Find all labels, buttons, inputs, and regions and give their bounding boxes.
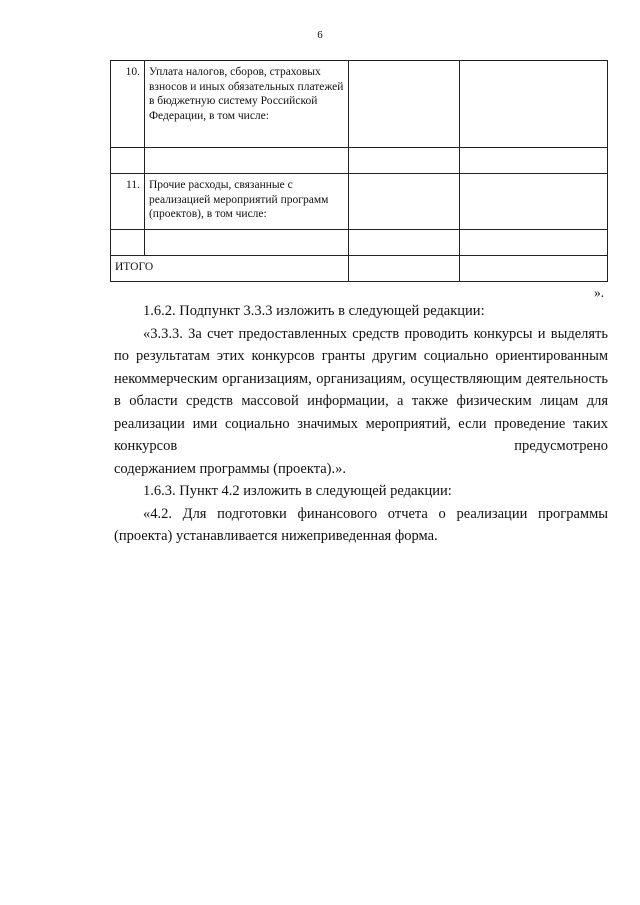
table-cell [348, 230, 460, 256]
row-name: Уплата налогов, сборов, страховых взносов и иных обязательных платежей в бюджетную систему Российской Федерации, в том числе: [144, 61, 348, 148]
body-text [114, 300, 608, 548]
row-name: Прочие расходы, связанные с реализацией мероприятий программ (проектов), в том числе: [144, 174, 348, 230]
table-row-total [111, 256, 608, 282]
table-cell [460, 174, 608, 230]
table-row [111, 230, 608, 256]
table-cell [348, 256, 460, 282]
paragraph: содержанием программы (проекта).». [114, 460, 346, 477]
row-number: 10. [111, 61, 145, 148]
paragraph: 1.6.3. Пункт 4.2 изложить в следующей редакции: [143, 483, 452, 499]
table-cell [460, 61, 608, 148]
paragraph: «3.3.3. За счет предоставленных средств проводить конкурсы и выделять по результатам этих конкурсов гранты другим социально ориентированным некоммерческим организациям, организациям, осуществляющим деятельность в области средств массовой информации, а также физическим лицам для реализации ими социально значимых мероприятий, если проведение таких конкурсов предусмотрено [114, 325, 608, 454]
paragraph: «4.2. Для подготовки финансового отчета о реализации программы (проекта) устанавливается нижеприведенная форма. [114, 505, 608, 544]
table-row [111, 148, 608, 174]
table-row [111, 61, 608, 148]
page-number: 6 [317, 29, 323, 41]
table-cell [111, 230, 145, 256]
table-cell [460, 256, 608, 282]
table-cell [144, 230, 348, 256]
budget-table [110, 60, 608, 282]
table-cell [111, 148, 145, 174]
total-label: ИТОГО [111, 256, 349, 282]
table-cell [144, 148, 348, 174]
table-cell [348, 148, 460, 174]
table-cell [348, 61, 460, 148]
table-row [111, 174, 608, 230]
paragraph: 1.6.2. Подпункт 3.3.3 изложить в следующей редакции: [143, 303, 485, 319]
row-number: 11. [111, 174, 145, 230]
closing-quote: ». [594, 285, 605, 300]
table-cell [348, 174, 460, 230]
table-cell [460, 230, 608, 256]
table-cell [460, 148, 608, 174]
